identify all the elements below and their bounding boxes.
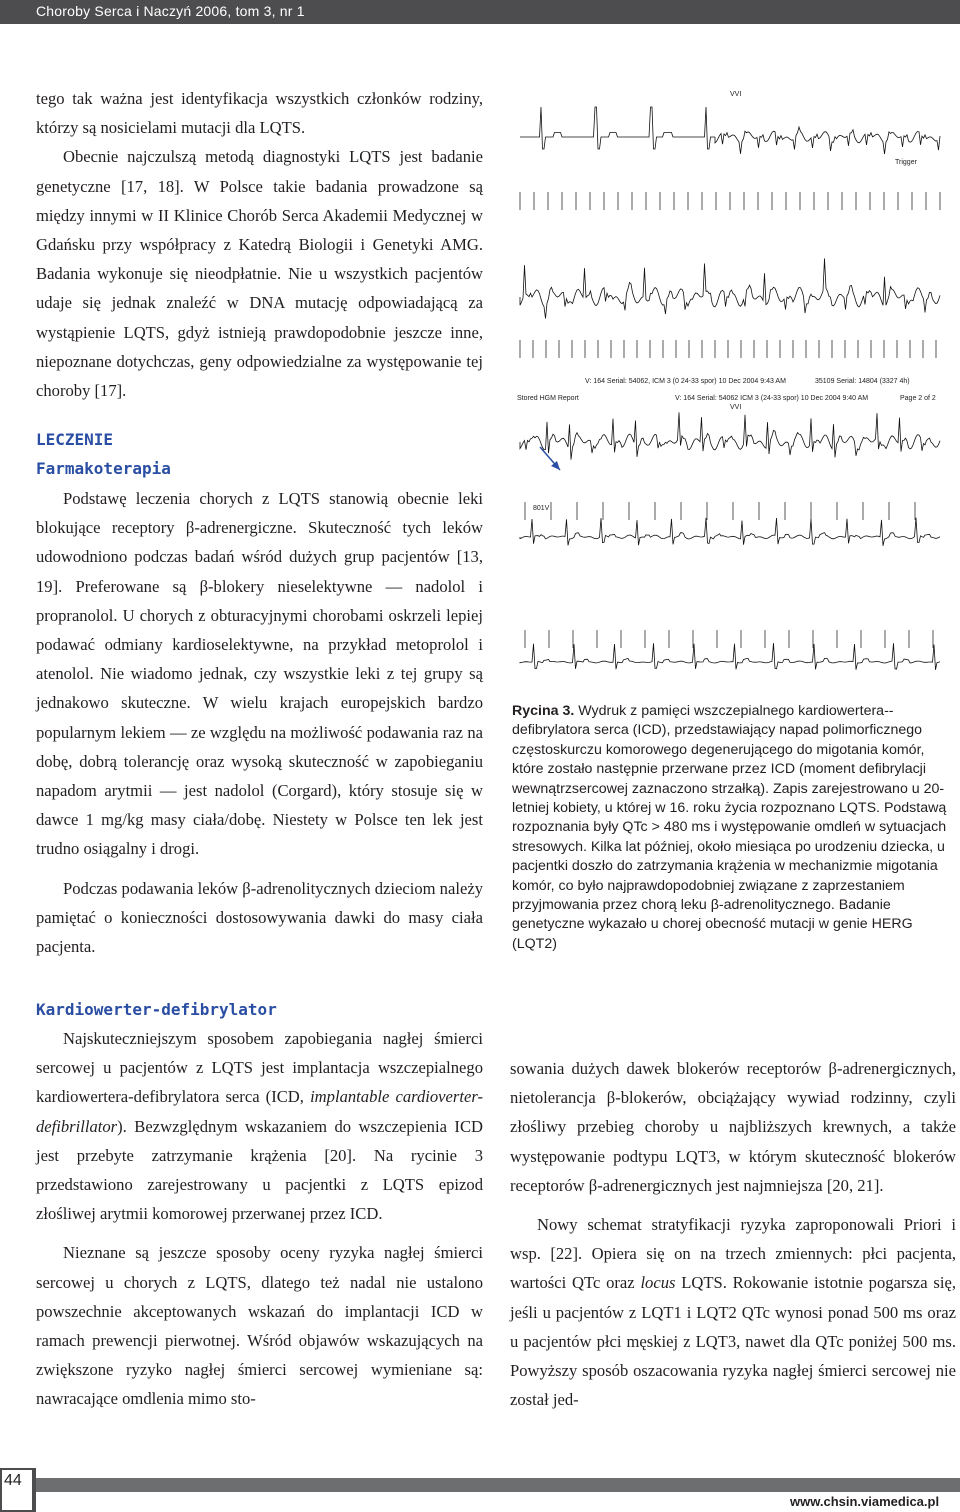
journal-url: www.chsin.viamedica.pl (790, 1494, 940, 1509)
farmakoterapia-body (36, 484, 483, 961)
paragraph: tego tak ważna jest identyfikacja wszystkich członków rodziny, którzy są nosicielami mutacji dla LQTS. (36, 89, 483, 138)
paragraph: Najskuteczniejszym sposobem zapobiegania nagłej śmierci sercowej u pacjentów z LQTS jest implantacja wszczepialnego kardiowertera-defibrylatora serca (ICD, implantable cardioverter-defibrillator). Bezwzględnym wskazaniem do wszczepienia ICD jest przebyte zatrzymanie krążenia [20]. Na rycinie 3 przedstawiono zarejestrowany u pacjentki z LQTS epizod złośliwej arytmii komorowej przerwanej przez ICD. (36, 1029, 483, 1224)
italic-term: implantable cardioverter-defibrillator (36, 1087, 483, 1136)
caption-label: Rycina 3. (512, 703, 575, 719)
left-column-top (36, 84, 483, 405)
subsection-heading-farmakoterapia: Farmakoterapia (36, 459, 171, 478)
subsection-heading-icd: Kardiowerter-defibrylator (36, 1000, 277, 1019)
paragraph: Obecnie najczulszą metodą diagnostyki LQTS jest badanie genetyczne [17, 18]. W Polsce takie badania prowadzone są między innymi w II Klinice Chorób Serca Akademii Medycznej w Gdańsku przy współpracy z Katedrą Biologii i Genetyki AMG. Badania wykonuje się nieodpłatnie. Nie u wszystkich pacjentów udaje się jednak znaleźć w DNA mutację odpowiadającą za wystąpienie LQTS, gdyż istnieją prawdopodobnie jeszcze inne, niepoznane dotychczas, geny odpowiedzialne za występowanie tej choroby [17]. (36, 147, 483, 401)
ecg-trigger-label: Trigger (895, 159, 917, 166)
paragraph: sowania dużych dawek blokerów receptorów β-adrenergicznych, nietolerancja β-blokerów, obciążający wywiad rodzinny, czyli złośliwy przebieg choroby u najbliższych krewnych, a także występowanie podtypu LQT3, w którym skuteczność blokerów receptorów β-adrenergicznych jest najmniejsza [20, 21]. (510, 1059, 956, 1195)
ecg-report-header-b: V: 164 Serial: 54062 ICM 3 (24-33 spor) 10 Dec 2004 9:40 AM (675, 395, 869, 402)
ecg-footer-text: V: 164 Serial: 54062, ICM 3 (0 24-33 spor) 10 Dec 2004 9:43 AM (585, 378, 786, 385)
ecg-mode-label: VVI (730, 91, 742, 98)
page-number: 44 (4, 1472, 22, 1489)
italic-term: locus (640, 1273, 676, 1293)
paragraph: Podczas podawania leków β-adrenolitycznych dzieciom należy pamiętać o konieczności dostosowywania dawki do masy ciała pacjenta. (36, 878, 483, 957)
section-heading-leczenie: LECZENIE (36, 430, 114, 449)
icd-body (36, 1024, 483, 1414)
right-column-body (510, 1054, 956, 1414)
ecg-voltage-mark: 801V (533, 505, 550, 512)
caption-text: Wydruk z pamięci wszczepialnego kardiowertera--defibrylatora serca (ICD), przedstawiający napad polimorficznego częstoskurczu komorowego degenerującego do migotania komór, które zostało następnie przerwane przez ICD (moment defibrylacji wewnątrzsercowej zaznaczono strzałką). Zapis zarejestrowano u 20-letniej kobiety, u której w 16. roku życia rozpoznano LQTS. Podstawą rozpoznania były QTc > 480 ms i występowanie omdleń w sytuacjach stresowych. Kilka lat później, około miesiąca po urodzeniu dziecka, u pacjentki doszło do zatrzymania krążenia w mechanizmie migotania komór, co było najprawdopodobniej związane z zaprzestaniem przyjmowania przez chorą leku β-adrenolitycznego. Badanie genetyczne wykazało u chorej obecność mutacji w genie HERG (LQT2) (512, 703, 947, 952)
figure-caption (512, 702, 952, 954)
journal-header-bar (0, 0, 960, 24)
paragraph: Podstawę leczenia chorych z LQTS stanowią obecnie leki blokujące receptory β-adrenergiczne. Skuteczność tych leków udowodniono podczas badań wśród dużych grup pacjentów [13, 19]. Preferowane są β-blokery nieselektywne — nadolol i propranolol. U chorych z obturacyjnymi chorobami oskrzeli lepiej podawać odmiany kardioselektywne, na przykład metoprolol i atenolol. Nie wiadomo jednak, czy wszystkie leki z tej grupy są jednakowo skuteczne. W wielu krajach europejskich bardzo popularnym lekiem — ze względu na możliwość podawania raz na dobę, dobrą tolerancję oraz wysoką skuteczność w zapobieganiu napadom arytmii — jest nadolol (Corgard), który stosuje się w dawce 1 mg/kg masy ciała/dobę. Niestety w Polsce ten lek jest trudno osiągalny i drogi. (36, 489, 483, 859)
ecg-footer-text-b: 35109 Serial: 14804 (3327 4h) (815, 378, 910, 385)
ecg-report-header: Stored HGM Report (517, 395, 579, 402)
paragraph: Nowy schemat stratyfikacji ryzyka zaproponowali Priori i wsp. [22]. Opiera się on na trzech zmiennych: płci pacjenta, wartości QTc oraz locus LQTS. Rokowanie istotnie pogarsza się, jeśli u pacjentów z LQT1 i LQT2 QTc wynosi ponad 500 ms oraz u pacjentów płci męskiej z LQT3, nawet dla QTc poniżej 500 ms. Powyższy sposób oszacowania ryzyka nagłej śmierci sercowej nie został jed- (510, 1215, 956, 1410)
ecg-page-label: Page 2 of 2 (900, 395, 936, 402)
paragraph: Nieznane są jeszcze sposoby oceny ryzyka nagłej śmierci sercowej u chorych z LQTS, dlatego też nadal nie ustalono powszechnie akceptowanych wskazań do implantacji ICD w ramach prewencji pierwotnej. Wśród objawów wskazujących na zwiększone ryzyko nagłej śmierci sercowej wymieniane są: nawracające omdlenia mimo sto- (36, 1243, 483, 1409)
ecg-mode-label-2: VVI (730, 404, 742, 411)
ecg-figure (515, 82, 945, 690)
footer-rule (34, 1478, 960, 1492)
journal-header-title: Choroby Serca i Naczyń 2006, tom 3, nr 1 (36, 3, 305, 19)
